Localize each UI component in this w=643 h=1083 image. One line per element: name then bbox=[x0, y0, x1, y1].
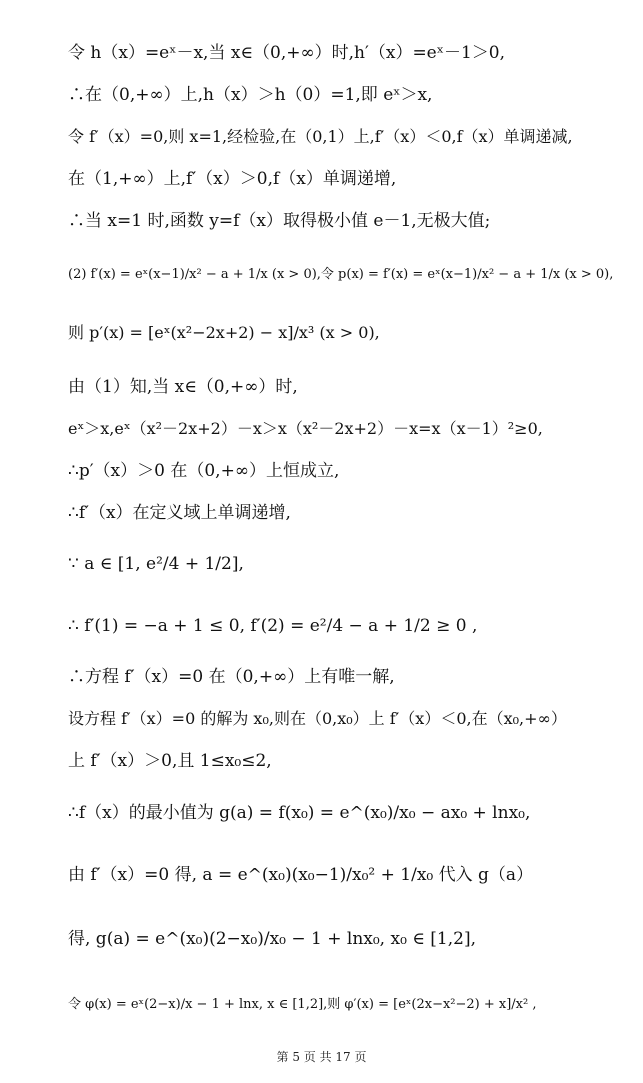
page-footer bbox=[0, 1048, 643, 1065]
line-12-formula: ∵ a ∈ [1, e²/4 + 1/2], bbox=[68, 554, 244, 574]
line-11: ∴f′（x）在定义域上单调递增, bbox=[68, 503, 291, 523]
line-7-formula: 则 p′(x) = [eˣ(x²−2x+2) − x]/x³ (x > 0), bbox=[68, 323, 380, 342]
line-4: 在（1,+∞）上,f′（x）＞0,f（x）单调递增, bbox=[68, 169, 397, 189]
line-1: 令 h（x）=eˣ－x,当 x∈（0,+∞）时,h′（x）=eˣ－1＞0, bbox=[68, 43, 505, 63]
line-14: ∴方程 f′（x）=0 在（0,+∞）上有唯一解, bbox=[68, 667, 395, 687]
line-9: eˣ＞x,eˣ（x²－2x+2）－x＞x（x²－2x+2）－x=x（x－1）²≥0, bbox=[68, 419, 543, 438]
page-number: 第 5 页 共 17 页 bbox=[276, 1050, 367, 1064]
line-13-formula: ∴ f′(1) = −a + 1 ≤ 0, f′(2) = e²/4 − a + 1/2 ≥ 0 , bbox=[68, 616, 478, 636]
line-3: 令 f′（x）=0,则 x=1,经检验,在（0,1）上,f′（x）＜0,f（x）单调递减, bbox=[68, 127, 573, 146]
line-17-formula: ∴f（x）的最小值为 g(a) = f(x₀) = e^(x₀)/x₀ − ax₀ + lnx₀, bbox=[68, 803, 531, 823]
line-20-formula: 令 φ(x) = eˣ(2−x)/x − 1 + lnx, x ∈ [1,2],则 φ′(x) = [eˣ(2x−x²−2) + x]/x² , bbox=[68, 997, 537, 1012]
line-10: ∴p′（x）＞0 在（0,+∞）上恒成立, bbox=[68, 461, 340, 481]
line-18-formula: 由 f′（x）=0 得, a = e^(x₀)(x₀−1)/x₀² + 1/x₀ 代入 g（a） bbox=[68, 865, 534, 885]
line-16: 上 f′（x）＞0,且 1≤x₀≤2, bbox=[68, 751, 272, 771]
line-8: 由（1）知,当 x∈（0,+∞）时, bbox=[68, 377, 298, 397]
line-6-formula: (2) f′(x) = eˣ(x−1)/x² − a + 1/x (x > 0),令 p(x) = f′(x) = eˣ(x−1)/x² − a + 1/x (x > 0), bbox=[68, 267, 614, 282]
line-2: ∴在（0,+∞）上,h（x）＞h（0）=1,即 eˣ＞x, bbox=[68, 85, 433, 105]
line-15: 设方程 f′（x）=0 的解为 x₀,则在（0,x₀）上 f′（x）＜0,在（x₀,+∞） bbox=[68, 709, 567, 728]
line-5: ∴当 x=1 时,函数 y=f（x）取得极小值 e－1,无极大值; bbox=[68, 211, 491, 231]
line-19-formula: 得, g(a) = e^(x₀)(2−x₀)/x₀ − 1 + lnx₀, x₀ ∈ [1,2], bbox=[68, 929, 476, 949]
